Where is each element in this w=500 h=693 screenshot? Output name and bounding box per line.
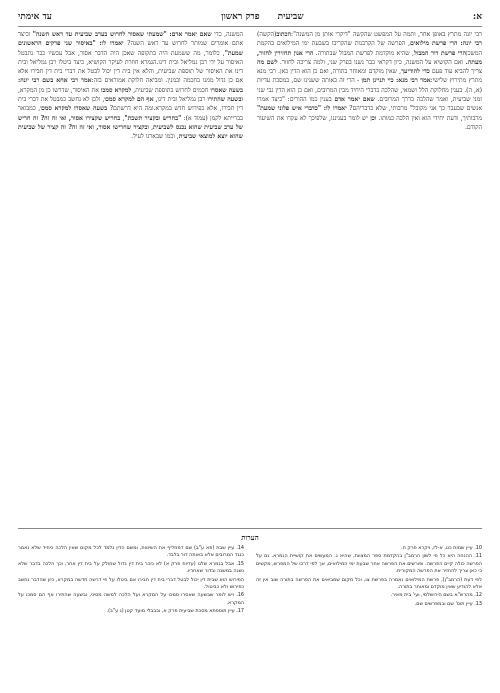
header-rule xyxy=(18,26,482,27)
footnote: 15. אבל בגמרא שלנו (עדיות פרק א) לא נזכר בית דין גדול שחולק על בית דין אחר, וכך הלכה בדבר שלא נשנה במשנה ובדור שאחריו. xyxy=(18,560,244,575)
text-run: - הרי זה כאותה ששנינו שם, במסכת עדיות (א, ה). בענין מחלוקת הלל ושמאי, שהלכה כדברי היחיד מבין המרובים, ואם כן הוא הדין גבי שני זמני שביעית, ואמר שהלכה בדרך המרובים. xyxy=(257,77,482,104)
bold-text-run: יאמרו לו: "כדברי איש פלוני שמעת" xyxy=(257,105,347,113)
header-work: עד אימתי xyxy=(18,11,52,22)
bold-text-run: שאם יאמר אדם: "שמעתי שאסור לחרוש xyxy=(109,31,212,38)
paragraph xyxy=(257,30,482,132)
text-run: רבי יונה מתרץ באופן אחר, ותמה על המפשט שהקשה "דיקרי אותן מן המשנה": xyxy=(291,31,482,38)
footnote: לפי דעת (הרמב"ן), פרשת המילואים נאמרה בפרשת צו, וכל מקום שמביאים את הפרשה בתורה שוב אין זה אלא להודיע שאין מוקדם ומאוחר בתורה. xyxy=(256,576,482,591)
bold-text-run: למקרא סמכו xyxy=(100,86,132,94)
footnote: 13. עיין תוס' שם ובמפרשים שם. xyxy=(414,600,482,607)
text-run: , הפרשה של הקרבנות שהקריבו בשבעת ימי המילואים בהקמת המשכן xyxy=(257,40,482,57)
text-run: , xyxy=(148,123,154,131)
bold-text-run: הכתוב xyxy=(276,31,292,38)
notes-right-column xyxy=(256,545,482,683)
bold-text-run: וכן xyxy=(370,114,377,122)
bold-text-run: כדי להודיעך xyxy=(401,68,430,76)
bold-text-run: ובקציר שחרישו אסור, ואי זה זה? זה קציר של שביעית שהוא יוצא למוצאי שביעית xyxy=(18,123,243,141)
bold-text-run: רבי יונה: הרי פרשת מילואים xyxy=(410,40,482,48)
footnote: 17. עיין תוספתא מסכת שביעית פרק א, ובבבלי מועד קטן (ג ע"ב). xyxy=(106,608,244,615)
text-run: צריך להביא עוד פעם xyxy=(429,68,482,76)
bold-text-run: הרי פרשת דור המבול xyxy=(413,49,467,57)
text-run: יש לומר בעניננו, שלפיכך לא עקרו את השיעור הקודם. xyxy=(257,114,482,131)
bold-text-run: שמעת" xyxy=(224,49,243,57)
page-ref: א: xyxy=(472,11,482,22)
bold-text-run: שאם יאמר אדם xyxy=(334,96,375,104)
notes-title: הערות xyxy=(241,533,259,542)
bold-text-run: לשם מה xyxy=(257,58,278,66)
paragraph xyxy=(18,30,243,142)
footnote: הפירוש הוא שבית דין יכול לבטל דברי בית דין חבירו אם ביטלו על פי דרשה חדשה במקרא, כיון שהדבר נחשב כפירוש ולא כביטול. xyxy=(18,576,244,591)
header-center xyxy=(221,11,303,22)
footnote: 16. ויש לומר שבשעה שאסרו סמכו על המקרא ועל הלכה למשה מסיני, ובשעה שהתירו אף הם סמכו על המקרא. xyxy=(18,592,244,606)
text-run: וכיצד אתם אומרים שמותר לחרוש עד ראש השנה? xyxy=(18,31,243,48)
text-run: המשנה, כדי xyxy=(211,31,243,38)
left-column xyxy=(18,30,243,518)
bold-text-run: בשעה שאסרו למקרא סמכו xyxy=(40,105,108,113)
header-section: שביעית xyxy=(277,11,304,22)
text-run: , xyxy=(120,114,125,122)
bold-text-run: "בחריש ובקציר תשבת" xyxy=(124,114,182,122)
text-run: את האיסור, שדרשו כן מן המקרא, xyxy=(18,86,101,94)
text-run: הגמרא חוזרת לעיקר הקושיא, כיצד ביטלו רבן גמליאל ובית דינו את האיסור של תוספת שביעית, והלא אין בית דין יכול לבטל את דברי בית דין חבירו אלא אם כן גדול ממנו בחכמה ובמנין. ומביאה חלוקת אמוראים בזה: xyxy=(18,58,243,85)
bold-text-run: יאמרו לו: "באיסור שני פרקים הראשונים xyxy=(18,40,124,48)
text-run: רבן גמליאל ובית דינו, xyxy=(153,96,208,104)
bold-text-run: בחריש שקצירו אסור, ואי זה זה? זה חריש של ערב שביעית שהוא נכנס לשביעית xyxy=(18,114,243,131)
bold-text-run: אמר רבי מנא: כיי תניינן תמן xyxy=(361,77,431,85)
right-column xyxy=(257,30,482,518)
bold-text-run: ובשעה שהתירו xyxy=(207,96,243,104)
text-run: (הקשה) xyxy=(257,31,277,38)
running-header xyxy=(18,8,482,24)
bold-text-run: אף הם למקרא סמכו xyxy=(104,96,154,104)
footnote: 10. עיין שמות כט, א-לז, ויקרא פרק ח. xyxy=(401,545,482,551)
text-run: חכמים לחרוש בתוספת שביעית, xyxy=(131,86,211,94)
bold-text-run: אמר רבי אחא בשם רבי יונה: בשעה שאסרו xyxy=(18,77,243,94)
footnote: 12. מהרש"א בשם הירושלמי, ועי' בית מאיר. xyxy=(390,592,482,599)
text-run: , ולכן לא נחשב כמבטל את דברי בית דין חבירו, אלא כפירוש חדש במקרא. xyxy=(18,96,243,113)
text-run: מרבותיך, ודעת יחידי הוא ואין הלכה כמותו. xyxy=(376,114,482,122)
text-run: בענין כמו ההורים: "כיצד אמרו אנשים שבעבר כך אני מקובל" מרבותי, שלא כדבריהם? xyxy=(257,96,482,113)
text-run: , שאין מוקדם ומאוחר בתורה, ואם כן הוא הדין כאן. xyxy=(275,68,402,76)
text-run: , שהיא מוקדמת לפרשת המבול שבתורה. xyxy=(313,49,414,57)
header-chapter: פרק ראשון xyxy=(221,11,260,22)
text-run: , כלומר, מה ששמעת היה בתקופה שאכן היה הדבר אסור, אבל עכשיו כבר נתבטל האיסור על ידי רבן גמליאל ובית דינו. xyxy=(18,49,243,66)
notes-left-column xyxy=(18,545,244,683)
notes-rule xyxy=(18,528,482,529)
text-run: ומה היא דרשתם? xyxy=(107,105,154,113)
text-run: , וכמו שבארנו לעיל. xyxy=(131,133,179,141)
main-text xyxy=(18,30,482,518)
footnote: 11. ההנחה היא כל פי לשון הרמב"ן בהקדמת ספר המצוות, שהיא ג. המעשים את קושיית הגמרא. גם על הפרשה כולה קיים הפרשה. ופורשים את הפרשה אחר שבעת ימי המילואים, אך לפי דרכו של המפרש, מקשים כי כאן צריך להחזיר את הפרשה המקורית. xyxy=(256,553,482,575)
bold-text-run: לחזור, מעתה. xyxy=(257,49,482,66)
text-run: ואם הקושיא על המשנה, כיון דקראי כבר נשנו בפרק שני, ולמה צריכה לחזור. xyxy=(277,58,464,66)
text-run: , כמבואר בברייתא לקמן (עמוד א): xyxy=(18,105,243,122)
text-run: רבי מנא מתרץ מתירוץ שלישי: xyxy=(257,68,482,85)
footnotes xyxy=(18,545,482,683)
footnote: 14. עיין שבת (פא ע"ב) שם דמחליף את השיטות, ומשם הדין נלמד לכל מקום שאין הלכה כיחיד שלא נאמר כנגד המרובים אלא באותה דור בלבד. xyxy=(18,545,244,559)
bold-text-run: בערב שביעית עד ראש השנה" xyxy=(32,31,110,38)
bold-text-run: הרי אנון תחזירין xyxy=(274,49,314,57)
